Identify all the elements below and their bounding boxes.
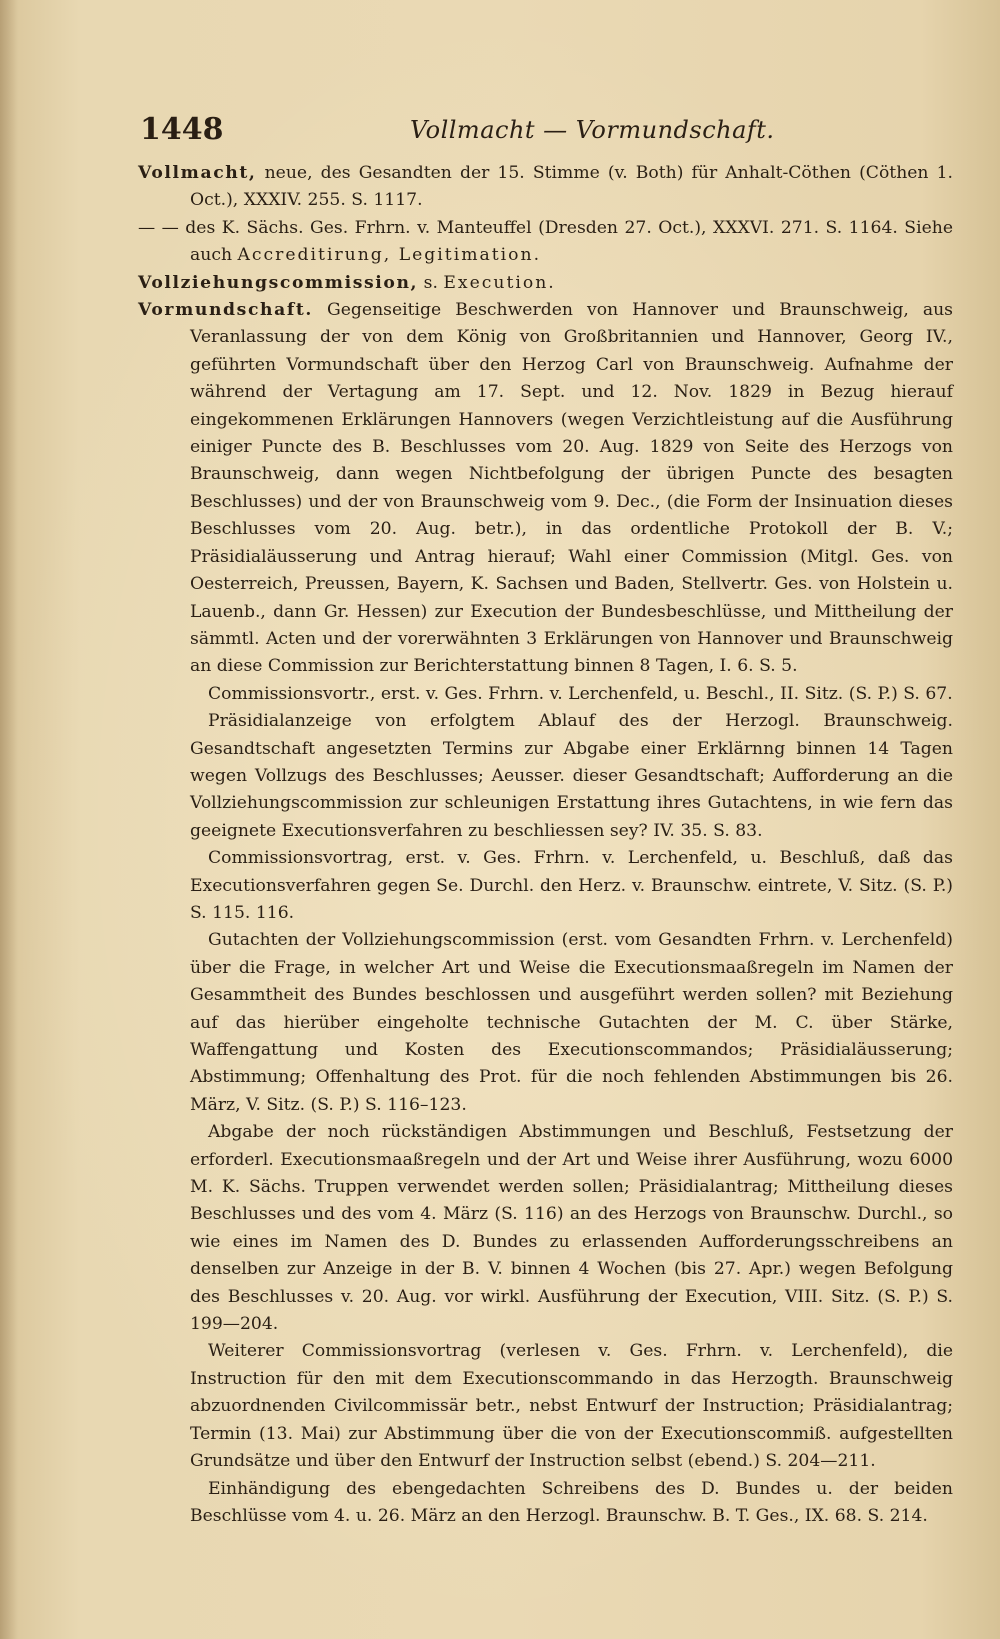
sub-paragraph: Gutachten der Vollziehungscommission (erst. vom Gesandten Frhrn. v. Lerchenfeld) über die Frage, in welcher Art und Weise die Executionsmaaßregeln im Namen der Gesammtheit des Bundes beschlossen und ausgeführt werden sollen? mit Beziehung auf das hierüber eingeholte technische Gutachten der M. C. über Stärke, Waffengattung und Kosten des Executionscommandos; Präsidialäusserung; Abstimmung; Offenhaltung des Prot. für die noch fehlenden Abstimmungen bis 26. März, V. Sitz. (S. P.) S. 116–123. xyxy=(190,930,953,1115)
entry-vollmacht xyxy=(138,160,953,215)
lemma-vollziehungscommission: Vollziehungscommission, xyxy=(138,272,419,293)
sub-paragraph: Einhändigung des ebengedachten Schreibens des D. Bundes u. der beiden Beschlüsse vom 4. u. 26. März an den Herzogl. Braunschw. B. T. Ges., IX. 68. S. 214. xyxy=(190,1478,953,1526)
running-title: Vollmacht — Vormundschaft. xyxy=(410,116,775,144)
sub-paragraph: Präsidialanzeige von erfolgtem Ablauf des der Herzogl. Braunschweig. Gesandtschaft angesetzten Termins zur Abgabe einer Erklärnng binnen 14 Tagen wegen Vollzugs des Beschlusses; Aeusser. dieser Gesandtschaft; Aufforderung an die Vollziehungscommission zur schleunigen Erstattung ihres Gutachtens, in wie fern das geeignete Executionsverfahren zu beschliessen sey? IV. 35. S. 83. xyxy=(190,711,953,841)
entry-vollmacht-sub xyxy=(138,215,953,270)
entry-text: s. xyxy=(418,272,444,293)
sub-paragraph: Weiterer Commissionsvortrag (verlesen v. Ges. Frhrn. v. Lerchenfeld), die Instruction für den mit dem Executionscommando in das Herzogth. Braunschweig abzuordnenden Civilcommissär betr., nebst Entwurf der Instruction; Präsidialantrag; Termin (13. Mai) zur Abstimmung über die von der Executionscommiß. aufgestellten Grundsätze und über den Entwurf der Instruction selbst (ebend.) S. 204—211. xyxy=(190,1341,953,1472)
spine-shadow xyxy=(0,0,18,1639)
see-also-ref: Accreditirung, Legitimation. xyxy=(237,245,542,266)
cross-ref: Execution. xyxy=(443,272,556,293)
entry-text: Gegenseitige Beschwerden von Hannover und Braunschweig, aus Veranlassung der von dem König von Großbritannien und Hannover, Georg IV., geführten Vormundschaft über den Herzog Carl von Braunschweig. Aufnahme der während der Vertagung am 17. Sept. und 12. Nov. 1829 in Bezug hierauf eingekommenen Erklärungen Hannovers (wegen Verzichtleistung auf die Ausführung einiger Puncte des B. Beschlusses vom 20. Aug. 1829 von Seite des Herzogs von Braunschweig, dann wegen Nichtbefolgung der übrigen Puncte des besagten Beschlusses) und der von Braunschweig vom 9. Dec., (die Form der Insinuation dieses Beschlusses vom 20. Aug. betr.), in das ordentliche Protokoll der B. V.; Präsidialäusserung und Antrag hierauf; Wahl einer Commission (Mitgl. Ges. von Oesterreich, Preussen, Bayern, K. Sachsen und Baden, Stellvertr. Ges. von Holstein u. Lauenb., dann Gr. Hessen) zur Execution der Bundesbeschlüsse, und Mittheilung der sämmtl. Acten und der vorerwähnten 3 Erklärungen von Hannover und Braunschweig an diese Commission zur Berichterstattung binnen 8 Tagen, I. 6. S. 5. xyxy=(190,300,953,677)
entry-vollziehungscommission xyxy=(138,270,953,297)
entry-text: — — des K. Sächs. Ges. Frhrn. v. Manteuffel (Dresden 27. Oct.), XXXVI. 271. S. 1164. Siehe auch xyxy=(138,217,953,266)
sub-paragraph: Commissionsvortr., erst. v. Ges. Frhrn. v. Lerchenfeld, u. Beschl., II. Sitz. (S. P.) S. 67. xyxy=(208,683,953,704)
entry-vormundschaft xyxy=(138,297,953,681)
entry-text: neue, des Gesandten der 15. Stimme (v. Both) für Anhalt-Cöthen (Cöthen 1. Oct.), XXXIV. 255. S. 1117. xyxy=(190,163,953,211)
sub-paragraph: Commissionsvortrag, erst. v. Ges. Frhrn. v. Lerchenfeld, u. Beschluß, daß das Executionsverfahren gegen Se. Durchl. den Herz. v. Braunschw. eintrete, V. Sitz. (S. P.) S. 115. 116. xyxy=(190,848,953,923)
page-header xyxy=(140,112,860,152)
lemma-vormundschaft: Vormundschaft. xyxy=(138,300,313,321)
sub-paragraph: Abgabe der noch rückständigen Abstimmungen und Beschluß, Festsetzung der erforderl. Executionsmaaßregeln und der Art und Weise ihrer Ausführung, wozu 6000 M. K. Sächs. Truppen verwendet werden sollen; Präsidialantrag; Mittheilung dieses Beschlusses und des vom 4. März (S. 116) an des Herzogs von Braunschw. Durchl., so wie eines im Namen des D. Bundes zu erlassenden Aufforderungsschreibens an denselben zur Anzeige in der B. V. binnen 4 Wochen (bis 27. Apr.) wegen Befolgung des Beschlusses v. 20. Aug. vor wirkl. Ausführung der Execution, VIII. Sitz. (S. P.) S. 199—204. xyxy=(190,1122,953,1335)
index-body xyxy=(138,160,953,1530)
lemma-vollmacht: Vollmacht, xyxy=(138,163,257,183)
page-number: 1448 xyxy=(140,112,224,147)
